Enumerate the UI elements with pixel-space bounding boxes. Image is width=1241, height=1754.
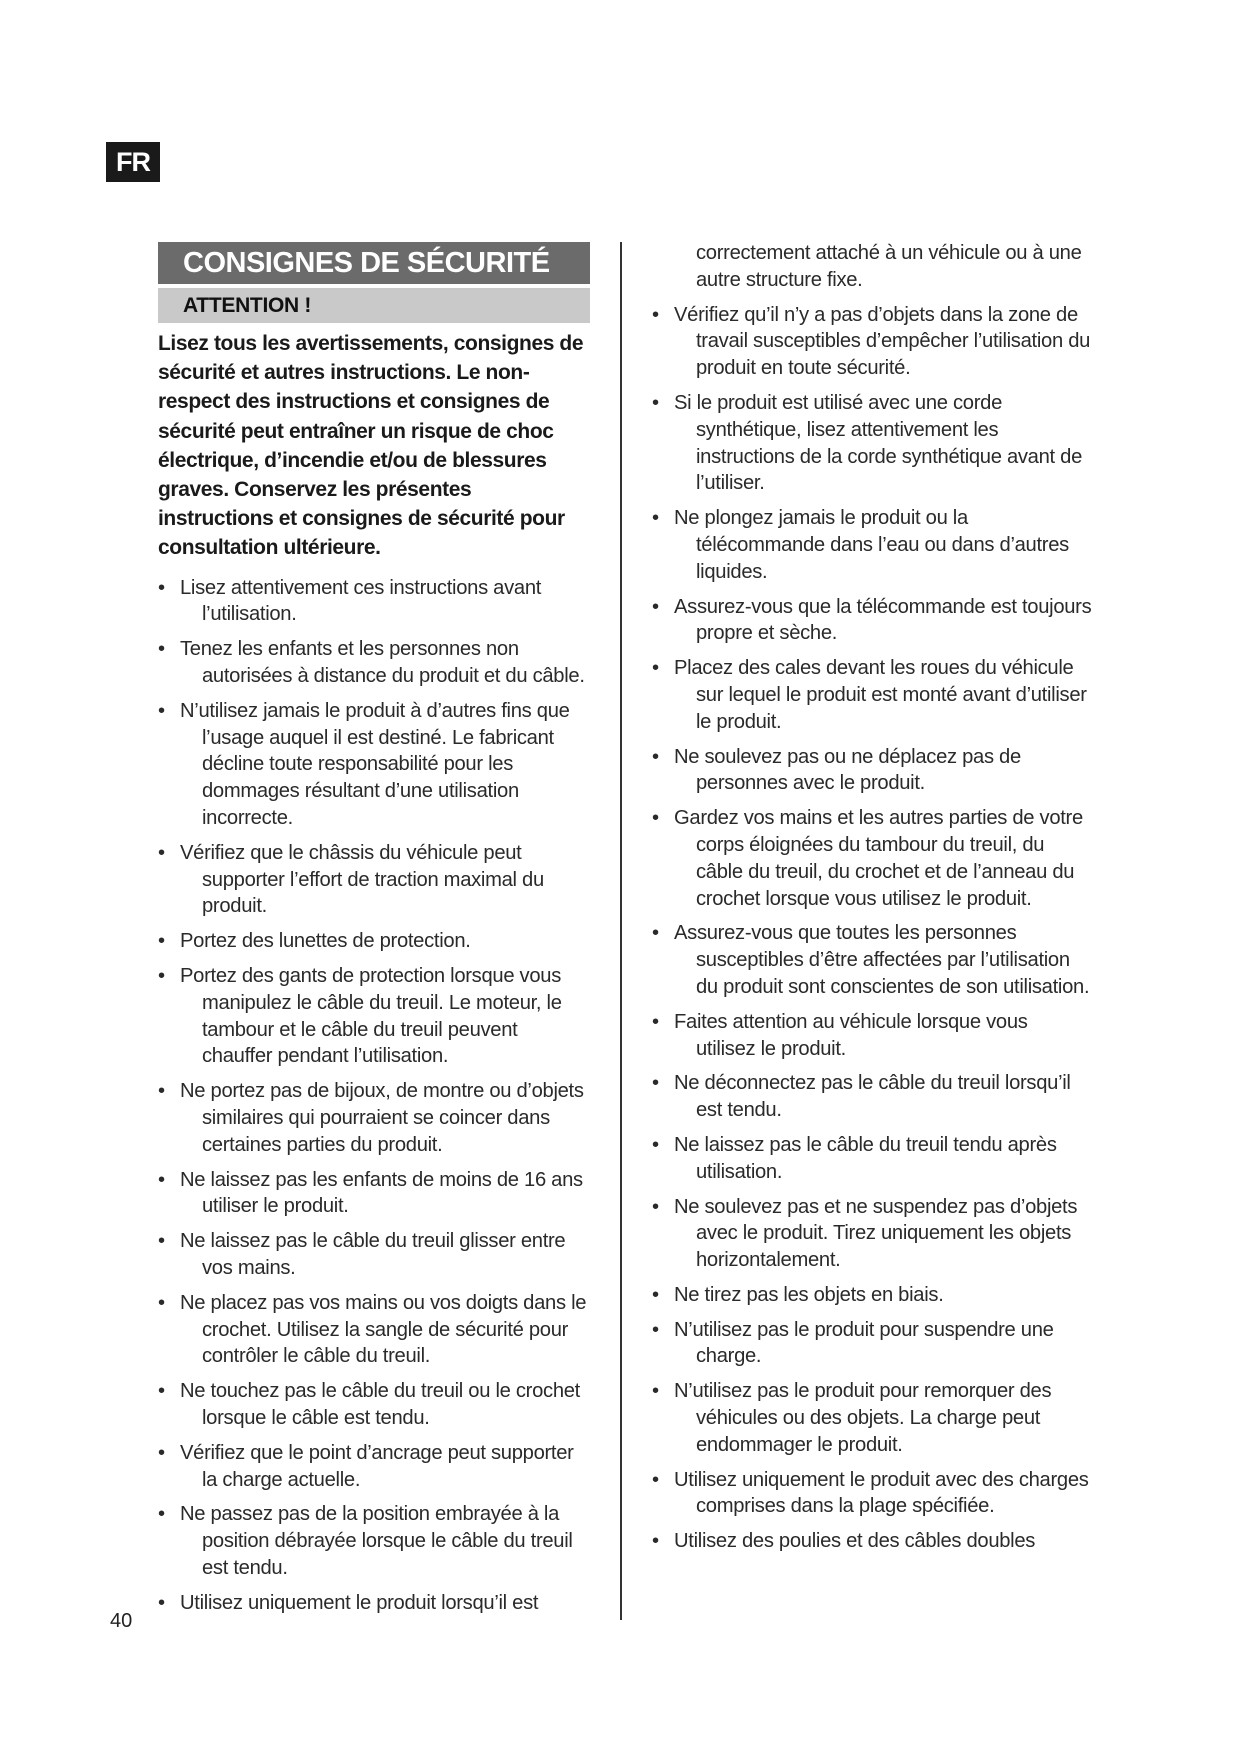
safety-item: • Ne plongez jamais le produit ou la télécommande dans l’eau ou dans d’autres liquides. <box>652 505 1092 585</box>
warning-intro: Lisez tous les avertissements, consignes de sécurité et autres instructions. Le non-respect des instructions et consignes de sécurité peut entraîner un risque de choc électrique, d’incendie et/ou de blessures graves. Conservez les présentes instructions et consignes de sécurité pour consultation ultérieure. <box>158 332 584 560</box>
safety-item: • Utilisez uniquement le produit avec des charges comprises dans la plage spécifiée. <box>652 1467 1092 1521</box>
safety-item: • Ne placez pas vos mains ou vos doigts dans le crochet. Utilisez la sangle de sécurité pour contrôler le câble du treuil. <box>158 1290 590 1370</box>
safety-item: • N’utilisez jamais le produit à d’autres fins que l’usage auquel il est destiné. Le fabricant décline toute responsabilité pour les dommages résultant d’une utilisation incorrecte. <box>158 698 590 832</box>
safety-item: • Faites attention au véhicule lorsque vous utilisez le produit. <box>652 1009 1092 1063</box>
safety-item: • Vérifiez que le point d’ancrage peut supporter la charge actuelle. <box>158 1440 590 1494</box>
safety-item: • Assurez-vous que toutes les personnes susceptibles d’être affectées par l’utilisation du produit sont conscientes de son utilisation. <box>652 920 1092 1000</box>
safety-item: • Assurez-vous que la télécommande est toujours propre et sèche. <box>652 594 1092 648</box>
safety-item: • Ne laissez pas le câble du treuil tendu après utilisation. <box>652 1132 1092 1186</box>
left-column <box>158 242 590 1625</box>
right-safety-list <box>652 302 1092 1555</box>
safety-item: • Ne déconnectez pas le câble du treuil lorsqu’il est tendu. <box>652 1070 1092 1124</box>
column-divider <box>620 242 622 1620</box>
safety-item: • N’utilisez pas le produit pour suspendre une charge. <box>652 1317 1092 1371</box>
safety-item: • Placez des cales devant les roues du véhicule sur lequel le produit est monté avant d’utiliser le produit. <box>652 655 1092 735</box>
safety-item: • Portez des gants de protection lorsque vous manipulez le câble du treuil. Le moteur, le tambour et le câble du treuil peuvent chauffer pendant l’utilisation. <box>158 963 590 1070</box>
right-column <box>652 240 1092 1563</box>
safety-item: • Vérifiez que le châssis du véhicule peut supporter l’effort de traction maximal du produit. <box>158 840 590 920</box>
safety-item: • Gardez vos mains et les autres parties de votre corps éloignées du tambour du treuil, du câble du treuil, du crochet et de l’anneau du crochet lorsque vous utilisez le produit. <box>652 805 1092 912</box>
language-tab: FR <box>106 142 160 182</box>
safety-item: • Ne portez pas de bijoux, de montre ou d’objets similaires qui pourraient se coincer dans certaines parties du produit. <box>158 1078 590 1158</box>
safety-item: • Ne tirez pas les objets en biais. <box>652 1282 1092 1309</box>
continued-item: correctement attaché à un véhicule ou à une autre structure fixe. <box>696 242 1082 291</box>
safety-item: • Utilisez des poulies et des câbles doubles <box>652 1528 1092 1555</box>
safety-item: • N’utilisez pas le produit pour remorquer des véhicules ou des objets. La charge peut endommager le produit. <box>652 1378 1092 1458</box>
page-number: 40 <box>110 1610 133 1632</box>
safety-item: • Ne passez pas de la position embrayée à la position débrayée lorsque le câble du treuil est tendu. <box>158 1501 590 1581</box>
safety-item: • Tenez les enfants et les personnes non autorisées à distance du produit et du câble. <box>158 636 590 690</box>
safety-item: • Ne touchez pas le câble du treuil ou le crochet lorsque le câble est tendu. <box>158 1378 590 1432</box>
safety-item: • Portez des lunettes de protection. <box>158 928 590 955</box>
safety-item: • Si le produit est utilisé avec une corde synthétique, lisez attentivement les instructions de la corde synthétique avant de l’utiliser. <box>652 390 1092 497</box>
safety-item: • Ne laissez pas les enfants de moins de 16 ans utiliser le produit. <box>158 1167 590 1221</box>
warning-label: ATTENTION ! <box>158 288 590 323</box>
safety-item: • Lisez attentivement ces instructions avant l’utilisation. <box>158 575 590 629</box>
safety-item: • Ne laissez pas le câble du treuil glisser entre vos mains. <box>158 1228 590 1282</box>
safety-item: • Vérifiez qu’il n’y a pas d’objets dans la zone de travail susceptibles d’empêcher l’utilisation du produit en toute sécurité. <box>652 302 1092 382</box>
safety-item: • Ne soulevez pas ou ne déplacez pas de personnes avec le produit. <box>652 744 1092 798</box>
section-title: CONSIGNES DE SÉCURITÉ <box>158 242 590 284</box>
safety-item: • Ne soulevez pas et ne suspendez pas d’objets avec le produit. Tirez uniquement les objets horizontalement. <box>652 1194 1092 1274</box>
left-safety-list <box>158 575 590 1617</box>
safety-item: • Utilisez uniquement le produit lorsqu’il est <box>158 1590 590 1617</box>
